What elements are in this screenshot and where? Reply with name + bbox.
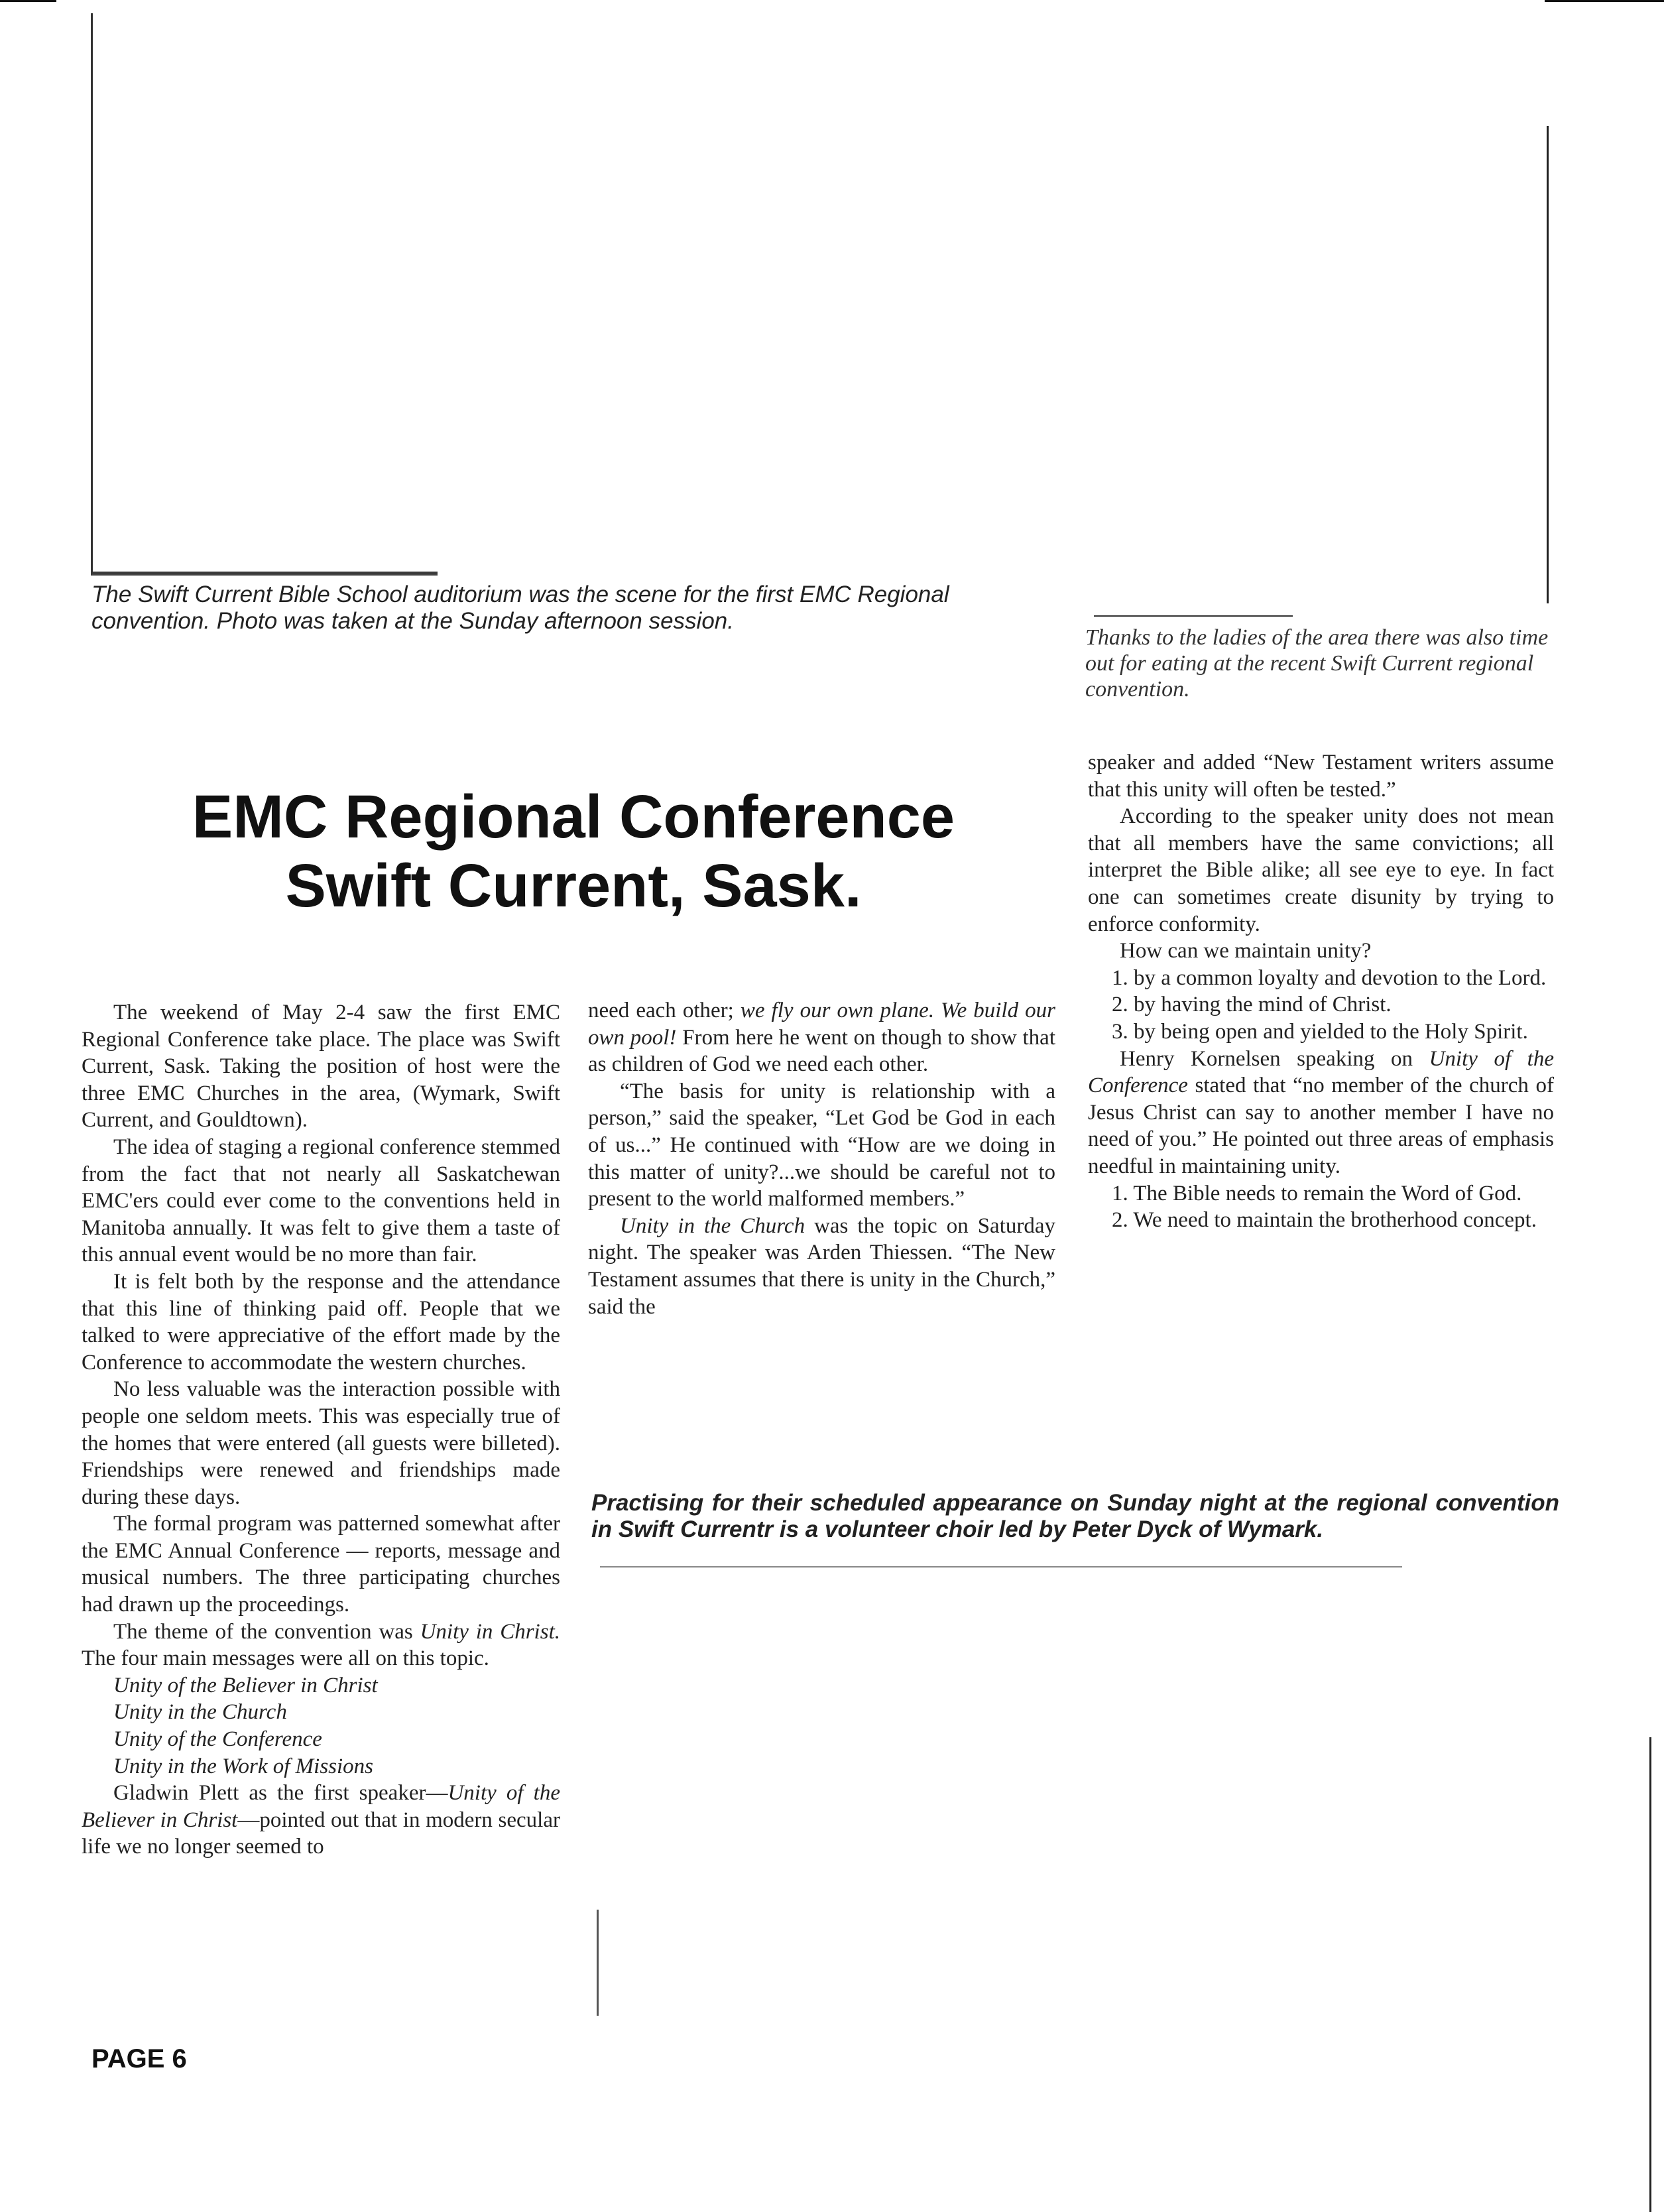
topic-item: Unity of the Conference: [113, 1727, 322, 1752]
scan-edge-top-right: [1545, 0, 1664, 2]
photo-eating-right-edge: [1547, 126, 1549, 603]
list-item: 3. by being open and yielded to the Holy Spirit.: [1112, 1019, 1528, 1044]
article-paragraph: Henry Kornelsen speaking on Unity of the Conference stated that “no member of the church of Jesus Christ can say to another member I have no need of you.” He pointed out three areas of emphasis needful in maintaining unity.: [1088, 1046, 1554, 1178]
article-paragraph: “The basis for unity is relationship with a person,” said the speaker, “Let God be God in each of us...” He continued with “How are we doing in this matter of unity?...we should be careful not to present to the world malformed members.”: [588, 1079, 1055, 1211]
caption-eating: Thanks to the ladies of the area there was also time out for eating at the recent Swift Current regional convention.: [1085, 625, 1549, 702]
article-column-3: [1088, 749, 1554, 1234]
article-paragraph: need each other; we fly our own plane. We build our own pool! From here he went on though to show that as children of God we need each other.: [588, 999, 1055, 1077]
photo-choir-left-edge: [597, 1910, 599, 2016]
article-paragraph: No less valuable was the interaction possible with people one seldom meets. This was especially true of the homes that were entered (all guests were billeted). Friendships were renewed and friendships made during these days.: [82, 1377, 560, 1509]
page-number: PAGE 6: [91, 2044, 187, 2073]
caption-auditorium: The Swift Current Bible School auditorium was the scene for the first EMC Regional convention. Photo was taken at the Sunday afternoon session.: [91, 582, 949, 634]
headline-line-2: Swift Current, Sask.: [285, 852, 862, 920]
topic-item: Unity in the Work of Missions: [113, 1754, 374, 1778]
article-paragraph: The idea of staging a regional conference stemmed from the fact that not nearly all Saskatchewan EMC'ers could ever come to the conventions held in Manitoba annually. It was felt to give them a taste of this annual event would be no more than fair.: [82, 1135, 560, 1267]
photo-auditorium: [91, 13, 438, 576]
headline-line-1: EMC Regional Conference: [192, 783, 955, 851]
list-item: 1. by a common loyalty and devotion to the Lord.: [1112, 965, 1547, 990]
article-paragraph: It is felt both by the response and the attendance that this line of thinking paid off. People that we talked to were appreciative of the effort made by the Conference to accommodate the western churches.: [82, 1269, 560, 1375]
scan-edge-right: [1649, 1737, 1651, 2212]
article-column-1: [82, 999, 560, 1861]
list-item: 2. by having the mind of Christ.: [1112, 993, 1392, 1017]
article-paragraph: Gladwin Plett as the first speaker—Unity of the Believer in Christ—pointed out that in modern secular life we no longer seemed to: [82, 1781, 560, 1859]
article-paragraph: The theme of the convention was Unity in Christ. The four main messages were all on this topic.: [82, 1619, 560, 1671]
topic-item: Unity in the Church: [113, 1700, 287, 1725]
topic-item: Unity of the Believer in Christ: [113, 1673, 378, 1697]
scan-edge-top-left: [0, 0, 56, 2]
list-item: 1. The Bible needs to remain the Word of God.: [1112, 1181, 1522, 1205]
caption-choir: Practising for their scheduled appearance on Sunday night at the regional convention in Swift Currentr is a volunteer choir led by Peter Dyck of Wymark.: [591, 1490, 1559, 1542]
article-paragraph: The formal program was patterned somewhat after the EMC Annual Conference — reports, message and musical numbers. The three participating churches had drawn up the proceedings.: [82, 1512, 560, 1617]
photo-auditorium-bottom-edge: [93, 572, 438, 574]
photo-eating-bottom-edge: [1094, 615, 1293, 617]
photo-choir: [597, 1571, 1551, 2195]
article-paragraph: The weekend of May 2-4 saw the first EMC Regional Conference take place. The place was Swift Current, Sask. Taking the position of host were the three EMC Churches in the area, (Wymark, Swift Current, and Gouldtown).: [82, 1001, 560, 1133]
article-paragraph: How can we maintain unity?: [1120, 939, 1372, 963]
photo-choir-top-edge: [600, 1566, 1402, 1567]
photo-eating: [1087, 126, 1551, 613]
list-item: 2. We need to maintain the brotherhood concept.: [1112, 1208, 1537, 1233]
article-paragraph: According to the speaker unity does not mean that all members have the same convictions; all interpret the Bible alike; all see eye to eye. In fact one can sometimes create disunity by trying to enforce conformity.: [1088, 804, 1554, 936]
article-paragraph: Unity in the Church was the topic on Saturday night. The speaker was Arden Thiessen. “The New Testament assumes that there is unity in the Church,” said the: [588, 1213, 1055, 1319]
page-title: [66, 782, 1081, 920]
article-paragraph: speaker and added “New Testament writers assume that this unity will often be tested.”: [1088, 751, 1554, 802]
article-column-2: [588, 997, 1055, 1320]
